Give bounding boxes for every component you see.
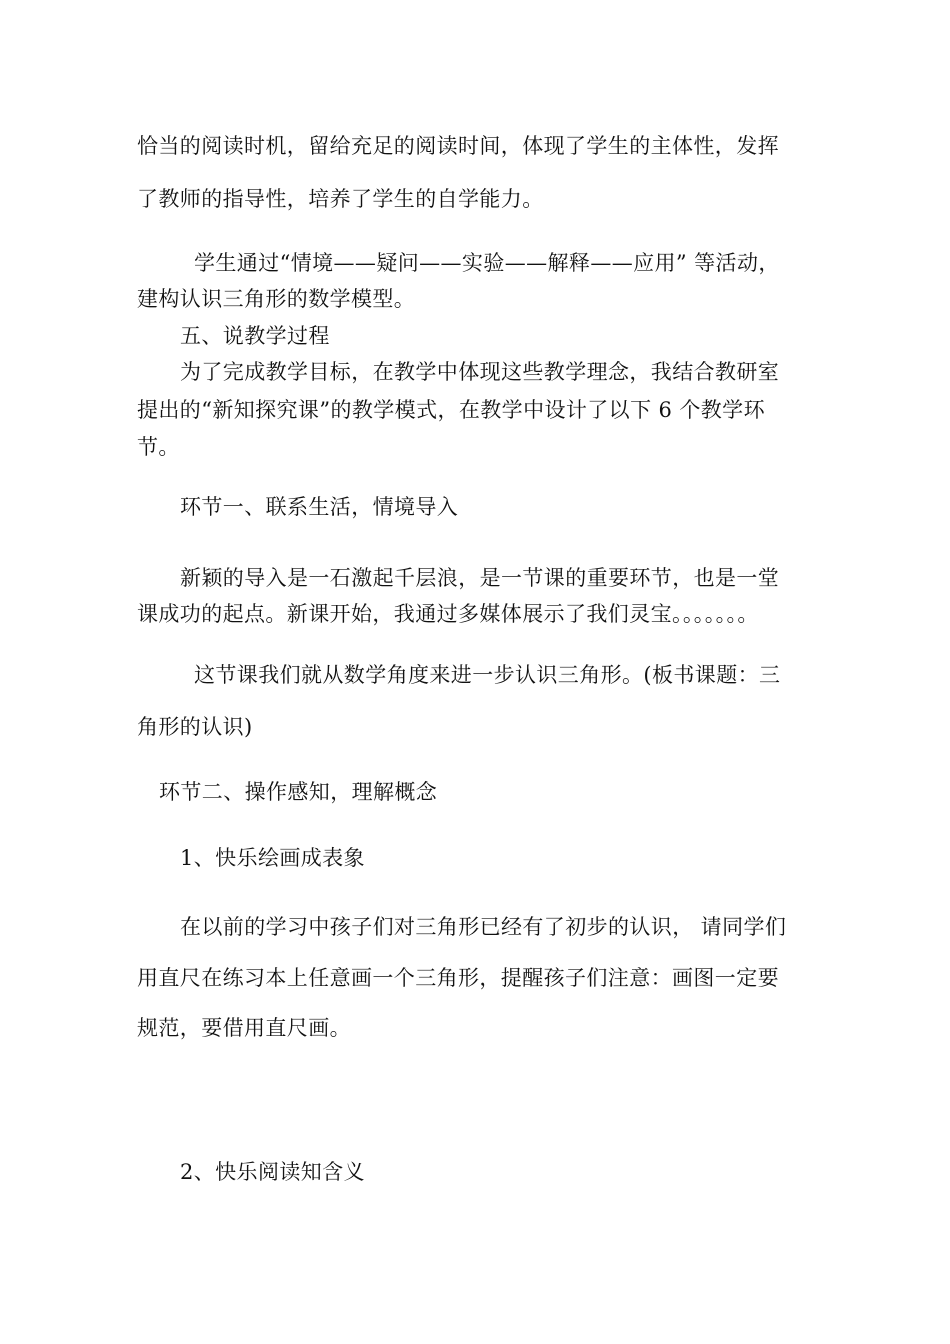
text-line: 用直尺在练习本上任意画一个三角形，提醒孩子们注意：画图一定要: [137, 966, 779, 990]
subsection-heading: 环节二、操作感知，理解概念: [159, 780, 438, 804]
text-line: 角形的认识): [137, 715, 253, 739]
list-item-heading: 2、快乐阅读知含义: [180, 1160, 365, 1184]
text-line: 学生通过“情境——疑问——实验——解释——应用” 等活动，: [194, 251, 780, 275]
text-line: 新颖的导入是一石激起千层浪，是一节课的重要环节，也是一堂: [180, 566, 780, 590]
text-line: 建构认识三角形的数学模型。: [137, 287, 416, 311]
subsection-heading: 环节一、联系生活，情境导入: [180, 495, 459, 519]
text-line: 为了完成教学目标，在教学中体现这些教学理念，我结合教研室: [180, 360, 780, 384]
text-line: 节。: [137, 435, 180, 459]
text-line: 在以前的学习中孩子们对三角形已经有了初步的认识， 请同学们: [180, 915, 787, 939]
text-line: 课成功的起点。新课开始，我通过多媒体展示了我们灵宝。。。。。。。: [137, 602, 759, 626]
text-line: 提出的“新知探究课”的教学模式，在教学中设计了以下 6 个教学环: [137, 398, 765, 422]
text-line: 规范，要借用直尺画。: [137, 1016, 351, 1040]
section-heading: 五、说教学过程: [180, 324, 330, 348]
list-item-heading: 1、快乐绘画成表象: [180, 846, 365, 870]
text-line: 这节课我们就从数学角度来进一步认识三角形。(板书课题：三: [194, 663, 781, 687]
text-line: 了教师的指导性，培养了学生的自学能力。: [137, 187, 544, 211]
text-line: 恰当的阅读时机，留给充足的阅读时间，体现了学生的主体性，发挥: [137, 134, 779, 158]
